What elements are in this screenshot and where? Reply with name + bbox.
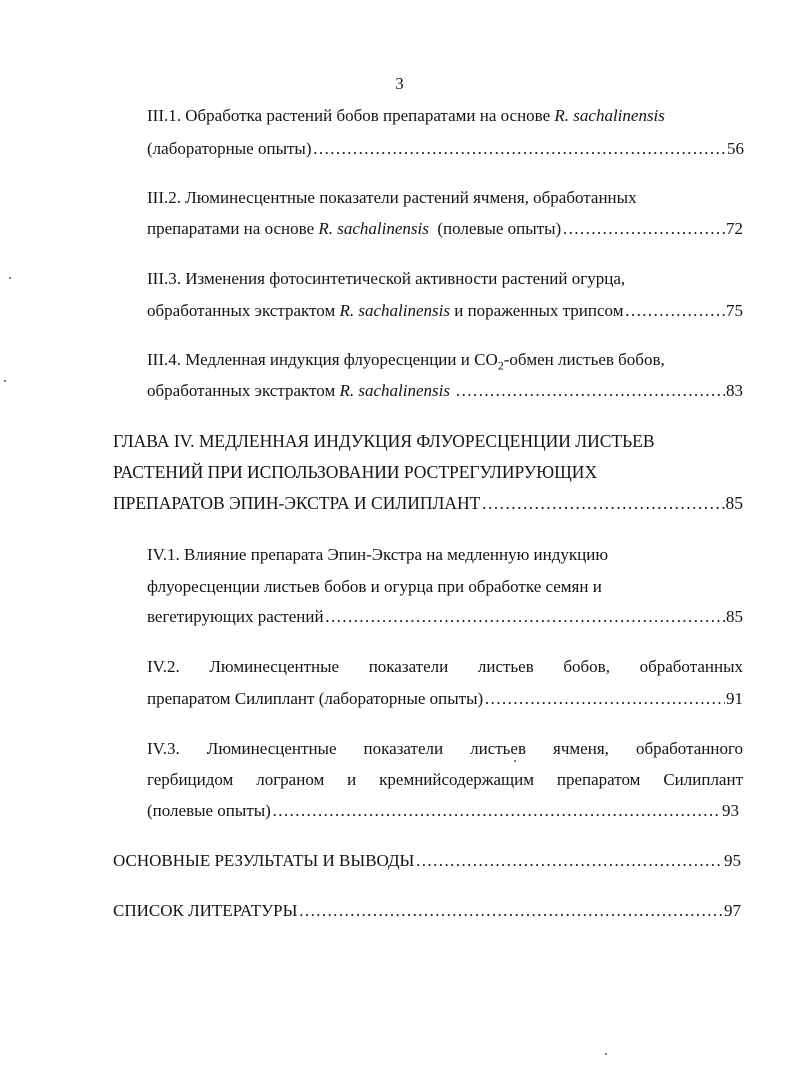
- toc-text: III.1. Обработка растений бобов препаратами на основе: [147, 106, 555, 125]
- dot-leader: [562, 219, 725, 239]
- scan-speck: [9, 277, 11, 279]
- toc-text: препаратами на основе R. sachalinensis (полевые опыты): [147, 219, 562, 238]
- toc-italic: R. sachalinensis: [554, 106, 665, 125]
- toc-entry-results: [113, 851, 741, 871]
- toc-chapter-IV-line3: [113, 493, 743, 513]
- toc-entry-III-1-line2: [147, 139, 744, 159]
- dot-leader: [298, 901, 723, 921]
- toc-entry-III-4-line1: III.4. Медленная индукция флуоресценции и $CO_2$-обмен листьев бобов,: [147, 350, 665, 373]
- toc-page-number: 93: [722, 801, 739, 820]
- scan-speck: [605, 1053, 607, 1055]
- dot-leader: [313, 139, 727, 159]
- toc-text: ОСНОВНЫЕ РЕЗУЛЬТАТЫ И ВЫВОДЫ: [113, 851, 415, 870]
- toc-chapter-IV-line2: РАСТЕНИЙ ПРИ ИСПОЛЬЗОВАНИИ РОСТРЕГУЛИРУЮЩИХ: [113, 462, 598, 482]
- toc-page-number: 75: [726, 301, 743, 320]
- toc-entry-IV-3-line1: IV.3. Люминесцентные показатели листьев ячменя, обработанного: [147, 739, 743, 758]
- toc-page-number: 85: [726, 607, 743, 626]
- dot-leader: [484, 689, 725, 709]
- toc-page-number: 83: [726, 381, 743, 400]
- toc-page-number: 85: [725, 493, 743, 513]
- toc-entry-III-3-line1: III.3. Изменения фотосинтетической активности растений огурца,: [147, 269, 626, 288]
- dot-leader: [481, 493, 724, 513]
- toc-text: обработанных экстрактом R. sachalinensis и пораженных трипсом: [147, 301, 624, 320]
- dot-leader: [325, 607, 725, 627]
- toc-text: вегетирующих растений: [147, 607, 324, 626]
- dot-leader: [272, 801, 721, 821]
- dot-leader: [624, 301, 725, 321]
- toc-text: препаратом Силиплант (лабораторные опыты): [147, 689, 484, 708]
- toc-entry-III-2-line2: [147, 219, 743, 239]
- toc-entry-III-2-line1: III.2. Люминесцентные показатели растений ячменя, обработанных: [147, 188, 637, 207]
- toc-entry-IV-3-line3: [147, 801, 739, 821]
- toc-page-number: 95: [724, 851, 741, 870]
- toc-entry-IV-1-line3: [147, 607, 743, 627]
- toc-text: (лабораторные опыты): [147, 139, 312, 158]
- toc-entry-references: [113, 901, 741, 921]
- toc-text: обработанных экстрактом R. sachalinensis: [147, 381, 450, 400]
- toc-page-number: 56: [727, 139, 744, 158]
- toc-entry-IV-3-line2: гербицидом лограном и кремнийсодержащим препаратом Силиплант: [147, 770, 743, 789]
- toc-text: ПРЕПАРАТОВ ЭПИН-ЭКСТРА И СИЛИПЛАНТ: [113, 493, 481, 513]
- toc-page-number: 97: [724, 901, 741, 920]
- toc-page-number: 91: [726, 689, 743, 708]
- dot-leader: [415, 851, 723, 871]
- toc-chapter-IV-line1: ГЛАВА IV. МЕДЛЕННАЯ ИНДУКЦИЯ ФЛУОРЕСЦЕНЦИИ ЛИСТЬЕВ: [113, 431, 655, 451]
- toc-entry-IV-1-line1: IV.1. Влияние препарата Эпин-Экстра на медленную индукцию: [147, 545, 609, 564]
- toc-entry-IV-1-line2: флуоресценции листьев бобов и огурца при обработке семян и: [147, 577, 602, 596]
- dot-leader: [455, 381, 725, 401]
- toc-entry-III-1-line1: [147, 106, 665, 126]
- toc-page-number: 72: [726, 219, 743, 238]
- toc-entry-IV-2-line2: [147, 689, 743, 709]
- page-number: 3: [395, 74, 404, 93]
- toc-entry-III-4-line2: [147, 381, 743, 401]
- toc-entry-IV-2-line1: IV.2. Люминесцентные показатели листьев бобов, обработанных: [147, 657, 743, 676]
- scan-speck: [514, 760, 516, 762]
- toc-entry-III-3-line2: [147, 301, 743, 321]
- toc-text: (полевые опыты): [147, 801, 271, 820]
- scan-speck: [4, 380, 6, 382]
- toc-text: СПИСОК ЛИТЕРАТУРЫ: [113, 901, 298, 920]
